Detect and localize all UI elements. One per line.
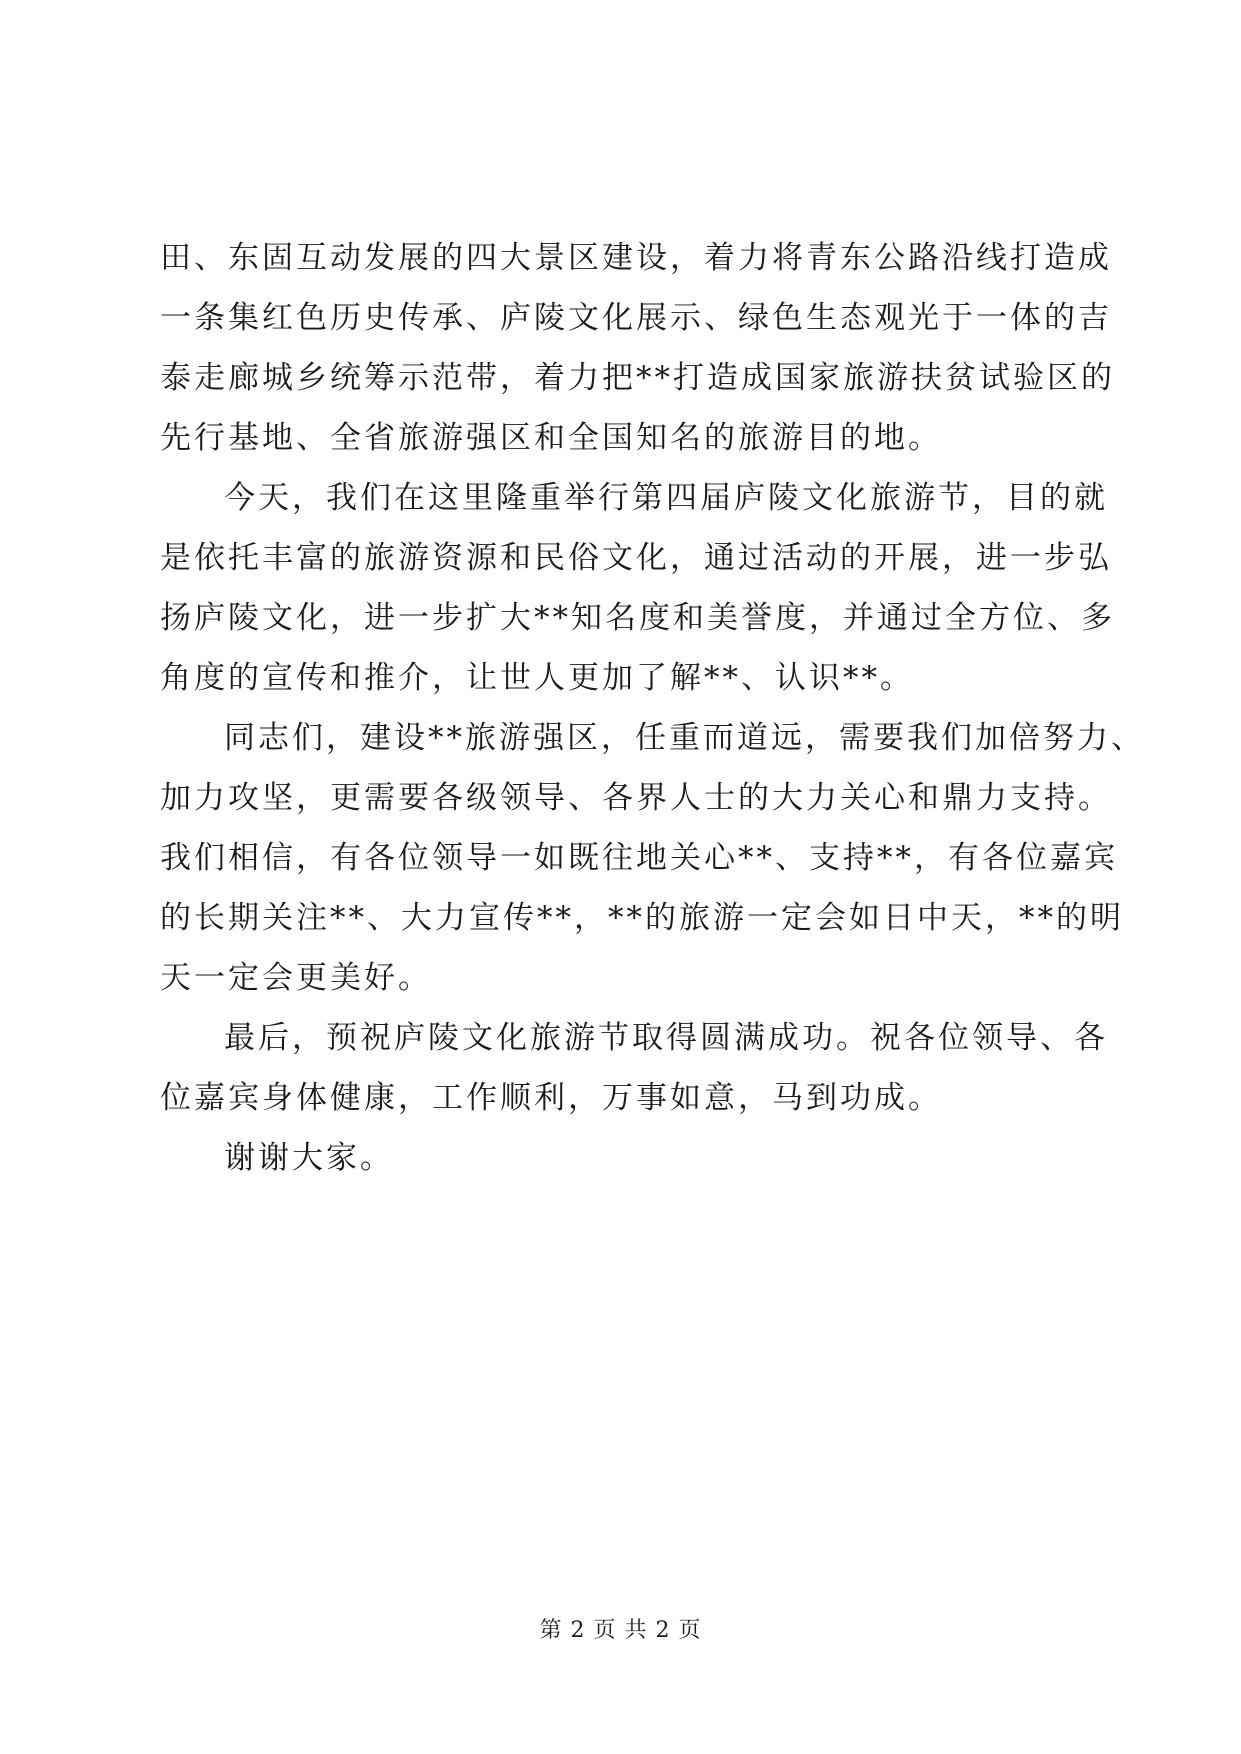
- paragraph-1-line-3: 泰走廊城乡统筹示范带，着力把**打造成国家旅游扶贫试验区的: [160, 360, 1115, 396]
- paragraph-3-line-5: 天一定会更美好。: [160, 960, 432, 996]
- paragraph-1-line-4: 先行基地、全省旅游强区和全国知名的旅游目的地。: [160, 420, 942, 456]
- paragraph-2-line-2: 是依托丰富的旅游资源和民俗文化，通过活动的开展，进一步弘: [160, 540, 1112, 576]
- paragraph-3-line-4: 的长期关注**、大力宣传**，**的旅游一定会如日中天，**的明: [160, 900, 1124, 936]
- page-number-footer: 第 2 页 共 2 页: [539, 1618, 702, 1643]
- paragraph-2-line-4: 角度的宣传和推介，让世人更加了解**、认识**。: [160, 660, 914, 696]
- paragraph-2-line-1: 今天，我们在这里隆重举行第四届庐陵文化旅游节，目的就: [224, 480, 1108, 516]
- paragraph-3-line-1: 同志们，建设**旅游强区，任重而道远，需要我们加倍努力、: [224, 720, 1145, 756]
- paragraph-1-line-1: 田、东固互动发展的四大景区建设，着力将青东公路沿线打造成: [160, 240, 1112, 276]
- paragraph-2-line-3: 扬庐陵文化，进一步扩大**知名度和美誉度，并通过全方位、多: [160, 600, 1115, 636]
- paragraph-1-line-2: 一条集红色历史传承、庐陵文化展示、绿色生态观光于一体的吉: [160, 300, 1112, 336]
- paragraph-4-line-1: 最后，预祝庐陵文化旅游节取得圆满成功。祝各位领导、各: [224, 1020, 1108, 1056]
- paragraph-4-line-2: 位嘉宾身体健康，工作顺利，万事如意，马到功成。: [160, 1080, 942, 1116]
- paragraph-3-line-2: 加力攻坚，更需要各级领导、各界人士的大力关心和鼎力支持。: [160, 780, 1112, 816]
- paragraph-5-line-1: 谢谢大家。: [224, 1140, 394, 1176]
- paragraph-3-line-3: 我们相信，有各位领导一如既往地关心**、支持**，有各位嘉宾: [160, 840, 1118, 876]
